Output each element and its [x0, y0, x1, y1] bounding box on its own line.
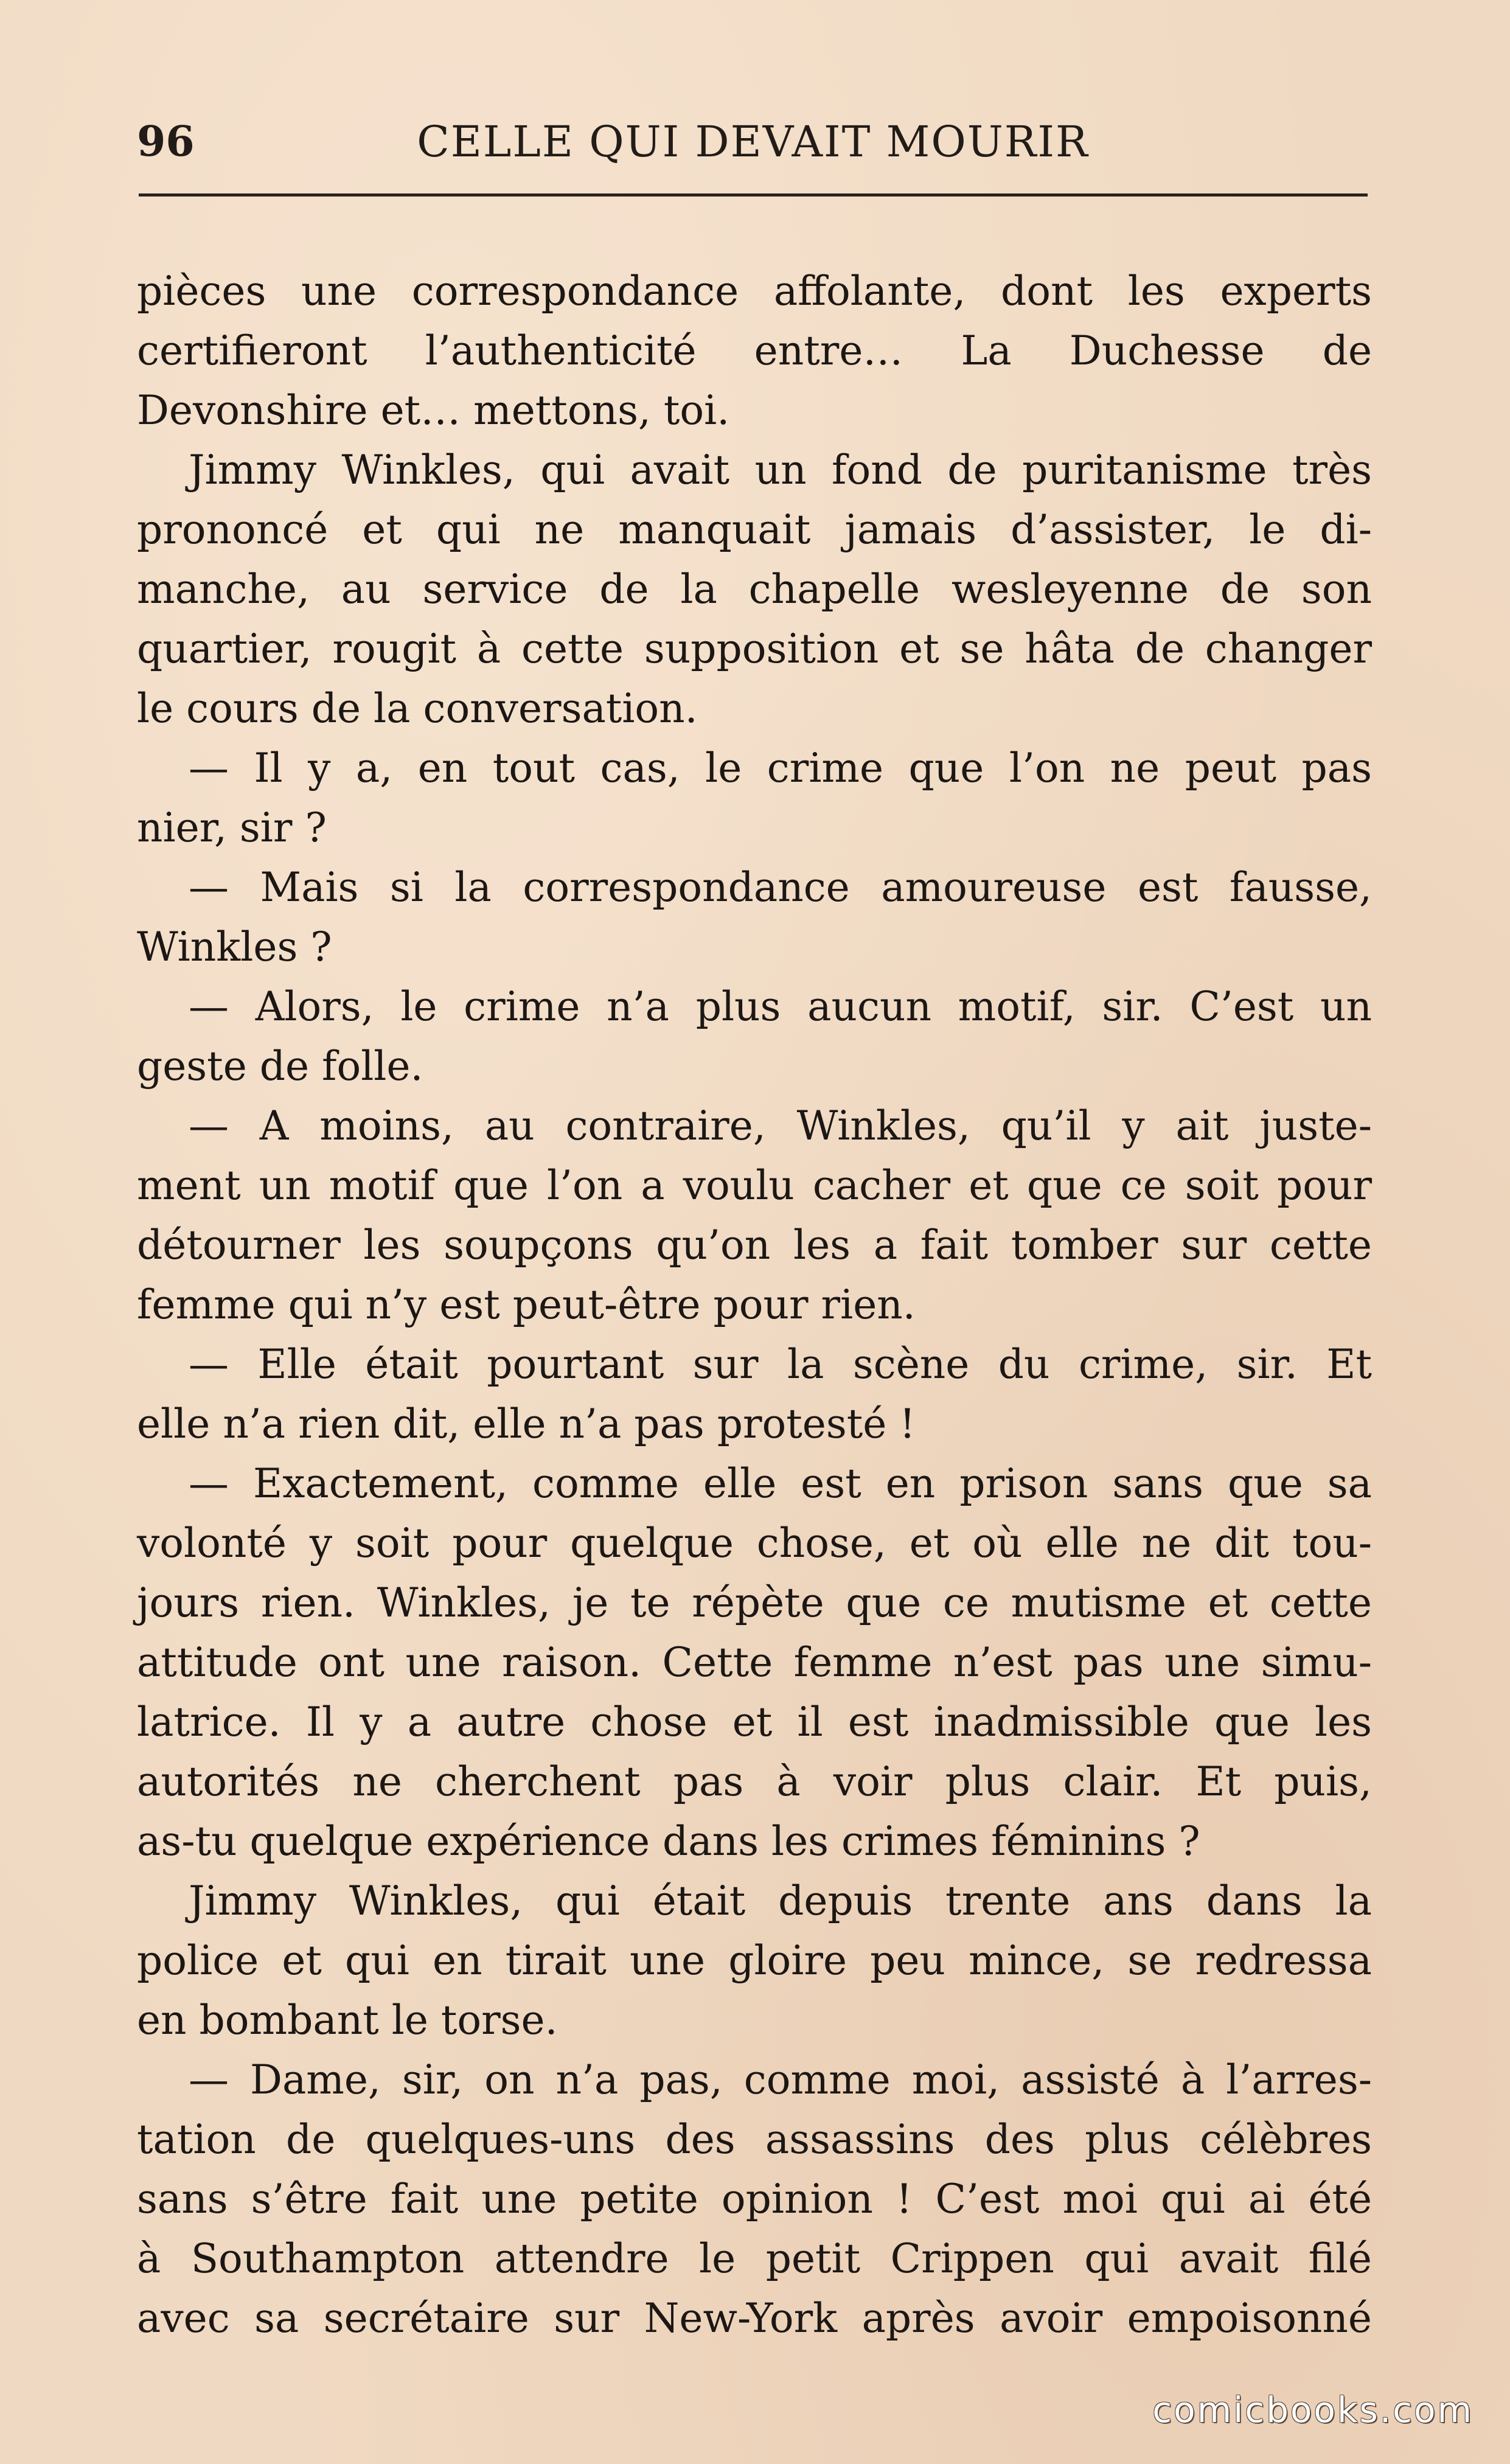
text-line: avec sa secrétaire sur New-York après avoir empoisonné	[137, 2295, 1372, 2342]
page-header	[137, 114, 1369, 169]
text-line: prononcé et qui ne manquait jamais d’assister, le di-	[137, 506, 1372, 553]
text-line: Devonshire et… mettons, toi.	[137, 387, 730, 434]
text-line: Winkles ?	[137, 924, 332, 970]
text-line: as-tu quelque expérience dans les crimes féminins ?	[137, 1818, 1200, 1865]
text-line: sans s’être fait une petite opinion ! C’est moi qui ai été	[137, 2176, 1372, 2222]
text-line: — Il y a, en tout cas, le crime que l’on ne peut pas	[189, 745, 1372, 792]
text-line: quartier, rougit à cette supposition et se hâta de changer	[137, 625, 1372, 672]
text-line: détourner les soupçons qu’on les a fait tomber sur cette	[137, 1222, 1372, 1269]
text-line: Jimmy Winkles, qui était depuis trente ans dans la	[189, 1878, 1372, 1924]
page-number: 96	[137, 117, 195, 166]
text-line: elle n’a rien dit, elle n’a pas protesté !	[137, 1401, 916, 1447]
text-line: — Elle était pourtant sur la scène du crime, sir. Et	[189, 1341, 1372, 1388]
text-line: — A moins, au contraire, Winkles, qu’il y ait juste-	[189, 1102, 1372, 1149]
text-line: — Alors, le crime n’a plus aucun motif, sir. C’est un	[189, 983, 1372, 1030]
running-title: CELLE QUI DEVAIT MOURIR	[417, 117, 1089, 167]
text-line: volonté y soit pour quelque chose, et où elle ne dit tou-	[137, 1520, 1372, 1567]
text-line: Jimmy Winkles, qui avait un fond de puritanisme très	[189, 447, 1372, 493]
header-rule	[139, 193, 1368, 197]
text-line: le cours de la conversation.	[137, 685, 698, 732]
text-line: autorités ne cherchent pas à voir plus clair. Et puis,	[137, 1758, 1372, 1805]
text-line: femme qui n’y est peut-être pour rien.	[137, 1281, 916, 1328]
text-line: à Southampton attendre le petit Crippen qui avait filé	[137, 2235, 1372, 2282]
watermark: comicbooks.com	[1152, 2389, 1473, 2431]
text-line: certifieront l’authenticité entre… La Duchesse de	[137, 327, 1372, 374]
text-line: ment un motif que l’on a voulu cacher et que ce soit pour	[137, 1162, 1372, 1209]
text-line: — Exactement, comme elle est en prison sans que sa	[189, 1460, 1372, 1507]
text-line: geste de folle.	[137, 1043, 423, 1090]
body-text	[137, 262, 1372, 2348]
text-line: latrice. Il y a autre chose et il est inadmissible que les	[137, 1699, 1372, 1745]
text-line: pièces une correspondance affolante, dont les experts	[137, 268, 1372, 315]
text-line: tation de quelques-uns des assassins des plus célèbres	[137, 2116, 1372, 2163]
text-line: — Mais si la correspondance amoureuse est fausse,	[189, 864, 1372, 911]
text-line: police et qui en tirait une gloire peu mince, se redressa	[137, 1937, 1372, 1984]
text-line: attitude ont une raison. Cette femme n’est pas une simu-	[137, 1639, 1372, 1686]
text-line: nier, sir ?	[137, 804, 327, 851]
text-line: manche, au service de la chapelle wesleyenne de son	[137, 566, 1372, 613]
text-line: — Dame, sir, on n’a pas, comme moi, assisté à l’arres-	[189, 2056, 1372, 2103]
text-line: en bombant le torse.	[137, 1997, 558, 2044]
text-line: jours rien. Winkles, je te répète que ce mutisme et cette	[137, 1579, 1372, 1626]
